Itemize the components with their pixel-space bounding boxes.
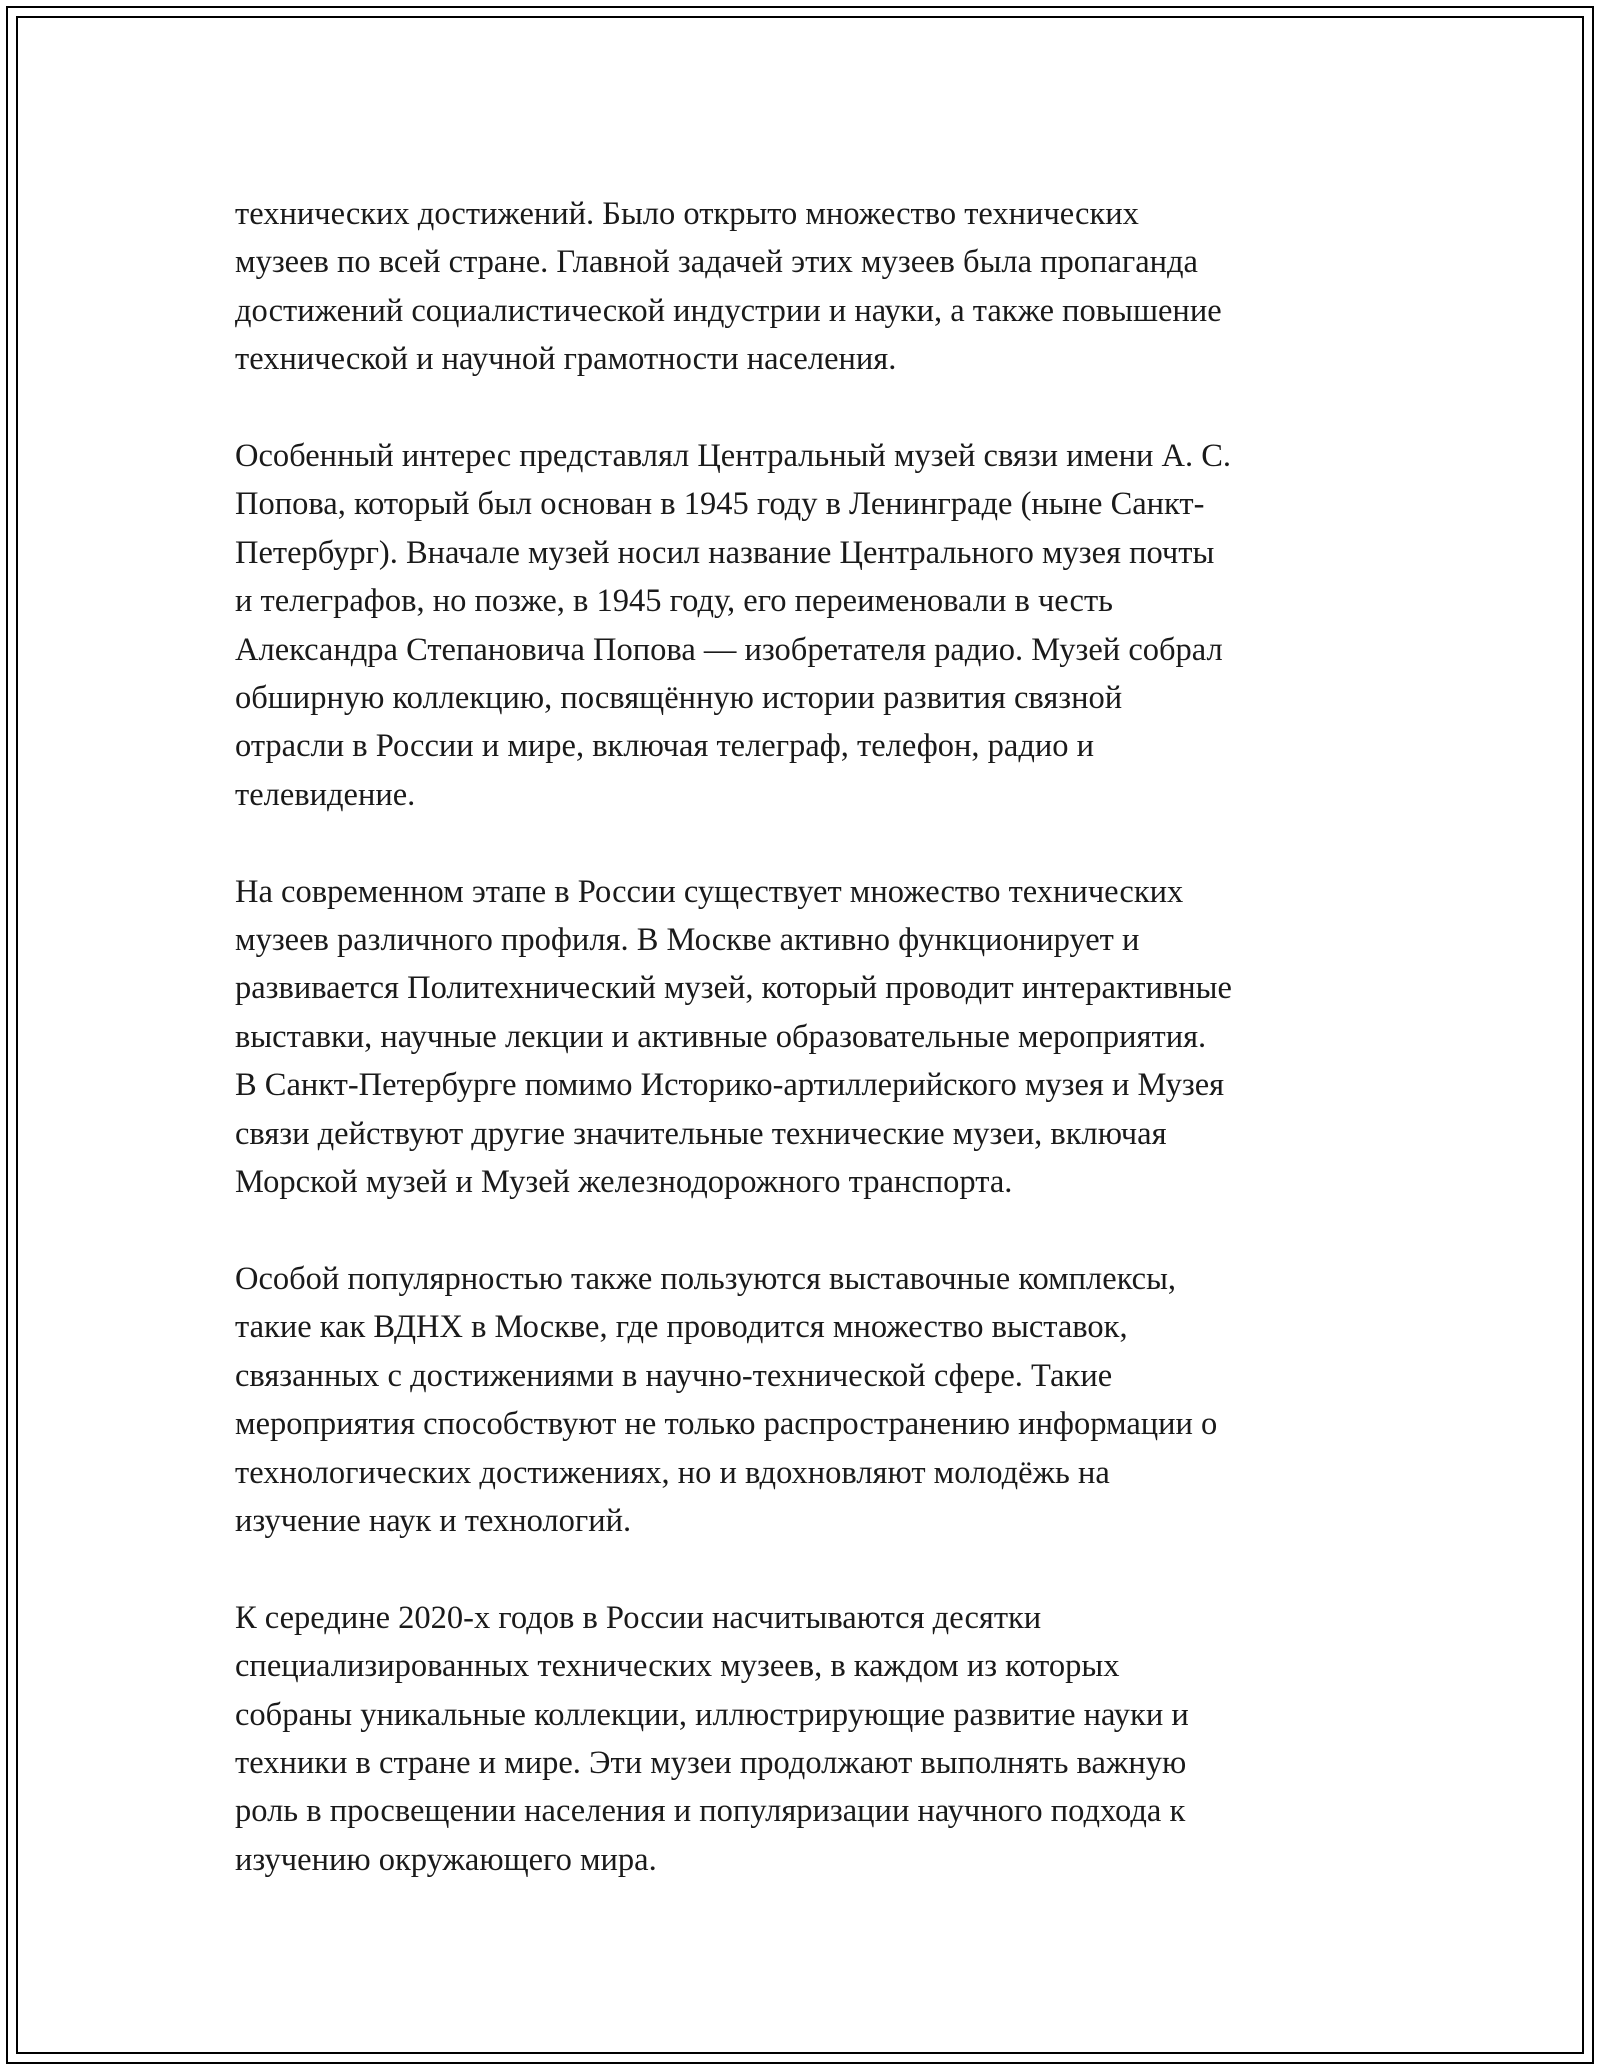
text-line: связанных с достижениями в научно-технической сфере. Такие bbox=[235, 1357, 1113, 1394]
text-line: и телеграфов, но позже, в 1945 году, его переименовали в честь bbox=[235, 583, 1113, 620]
text-line: достижений социалистической индустрии и науки, а также повышение bbox=[235, 292, 1222, 329]
text-line: развивается Политехнический музей, который проводит интерактивные bbox=[235, 970, 1232, 1007]
text-line: Особенный интерес представлял Центральный музей связи имени А. С. bbox=[235, 438, 1232, 475]
text-line: изучению окружающего мира. bbox=[235, 1841, 657, 1878]
text-line: музеев различного профиля. В Москве активно функционирует и bbox=[235, 922, 1140, 959]
text-line: изучение наук и технологий. bbox=[235, 1502, 632, 1539]
text-line: выставки, научные лекции и активные образовательные мероприятия. bbox=[235, 1018, 1207, 1055]
text-line: Петербург). Вначале музей носил название Центрального музея почты bbox=[235, 534, 1215, 571]
text-line: К середине 2020-х годов в России насчитываются десятки bbox=[235, 1599, 1042, 1636]
text-line: Особой популярностью также пользуются выставочные комплексы, bbox=[235, 1260, 1177, 1297]
paragraph-exhibition-complexes bbox=[235, 1255, 1380, 1545]
text-line: мероприятия способствуют не только распространению информации о bbox=[235, 1406, 1218, 1443]
text-line: техники в стране и мире. Эти музеи продолжают выполнять важную bbox=[235, 1744, 1187, 1781]
text-line: телевидение. bbox=[235, 776, 416, 813]
text-line: технических достижений. Было открыто множество технических bbox=[235, 196, 1139, 232]
text-line: собраны уникальные коллекции, иллюстрирующие развитие науки и bbox=[235, 1696, 1189, 1733]
paragraph-soviet-technical-museums bbox=[235, 190, 1380, 384]
text-line: технической и научной грамотности населения. bbox=[235, 341, 897, 378]
text-line: специализированных технических музеев, в каждом из которых bbox=[235, 1648, 1120, 1685]
text-line: Александра Степановича Попова — изобретателя радио. Музей собрал bbox=[235, 631, 1223, 668]
paragraph-modern-museums bbox=[235, 868, 1380, 1207]
document-body bbox=[235, 190, 1380, 1933]
paragraph-popov-museum bbox=[235, 432, 1380, 819]
paragraph-2020s-museums bbox=[235, 1594, 1380, 1884]
text-line: отрасли в России и мире, включая телеграф, телефон, радио и bbox=[235, 728, 1095, 765]
text-line: Морской музей и Музей железнодорожного транспорта. bbox=[235, 1164, 1013, 1201]
text-line: такие как ВДНХ в Москве, где проводится множество выставок, bbox=[235, 1309, 1128, 1346]
text-line: На современном этапе в России существует множество технических bbox=[235, 873, 1184, 910]
text-line: музеев по всей стране. Главной задачей этих музеев была пропаганда bbox=[235, 244, 1198, 281]
text-line: В Санкт-Петербурге помимо Историко-артиллерийского музея и Музея bbox=[235, 1067, 1225, 1104]
text-line: Попова, который был основан в 1945 году в Ленинграде (ныне Санкт- bbox=[235, 486, 1205, 523]
text-line: технологических достижениях, но и вдохновляют молодёжь на bbox=[235, 1454, 1110, 1491]
text-line: связи действуют другие значительные технические музеи, включая bbox=[235, 1115, 1167, 1152]
text-line: обширную коллекцию, посвящённую истории развития связной bbox=[235, 680, 1123, 717]
text-line: роль в просвещении населения и популяризации научного подхода к bbox=[235, 1793, 1186, 1830]
